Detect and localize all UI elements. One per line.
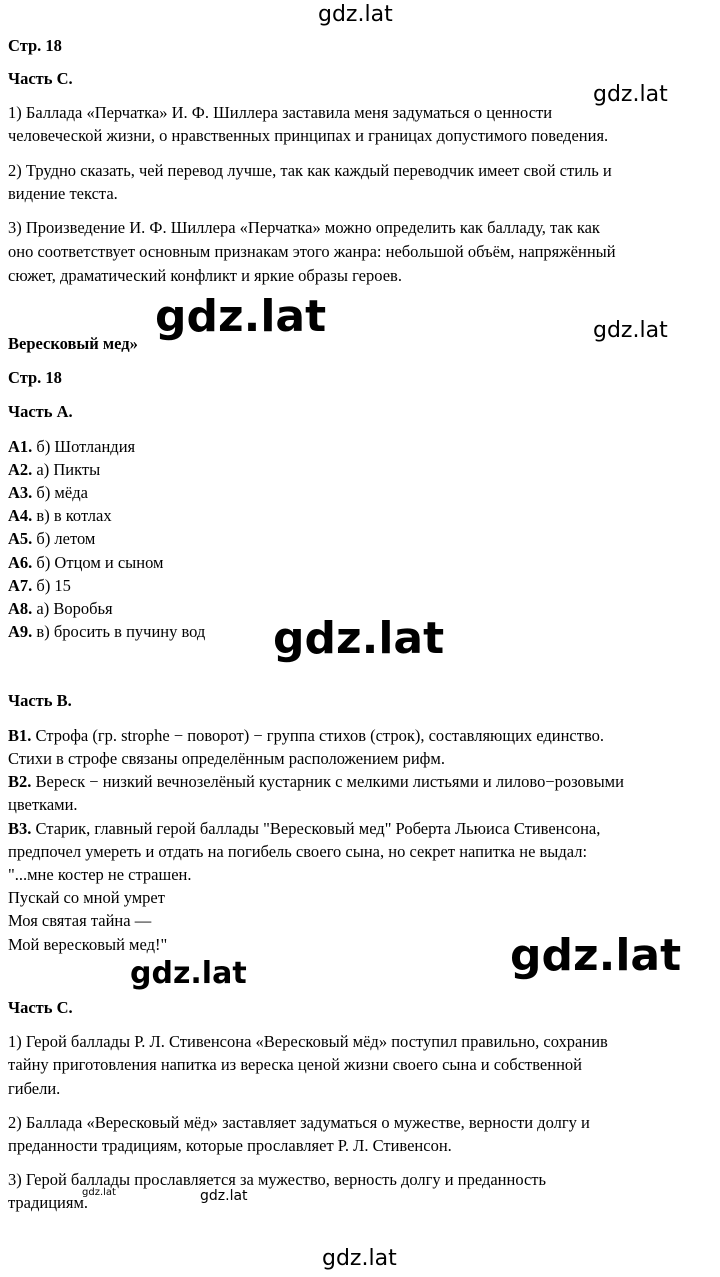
c1-line2: тайну приготовления напитка из вереска ценой жизни своего сына и собственной: [8, 1055, 582, 1074]
b1-line2: Стихи в строфе связаны определённым расположением рифм.: [8, 749, 445, 768]
part-a-heading: Часть А.: [8, 402, 73, 421]
b1-line1: В1. Строфа (гр. strophe − поворот) − группа стихов (строк), составляющих единство.: [8, 726, 605, 745]
page-ref-1: Стр. 18: [8, 36, 62, 55]
paragraph-c3-line2: оно соответствует основным признакам этого жанра: небольшой объём, напряжённый: [8, 242, 616, 261]
b3-line4: Пускай со мной умрет: [8, 888, 165, 907]
watermark: gdz.lat: [593, 82, 668, 107]
b3-line1: В3. Старик, главный герой баллады "Вересковый мед" Роберта Льюиса Стивенсона,: [8, 819, 601, 838]
list-item: А3. б) мёда: [8, 483, 88, 502]
list-item: А6. б) Отцом и сыном: [8, 553, 164, 572]
list-item: А2. а) Пикты: [8, 460, 101, 479]
b3-line5: Моя святая тайна —: [8, 911, 152, 930]
list-item: А5. б) летом: [8, 529, 96, 548]
list-item: А1. б) Шотландия: [8, 437, 136, 456]
part-c-heading-2: Часть С.: [8, 998, 73, 1017]
c2-line2: преданности традициям, которые прославляет Р. Л. Стивенсон.: [8, 1136, 452, 1155]
part-b-heading: Часть В.: [8, 691, 72, 710]
watermark: gdz.lat: [318, 2, 393, 27]
paragraph-c3-line3: сюжет, драматический конфликт и яркие образы героев.: [8, 266, 402, 285]
section-title: Вересковый мед»: [8, 334, 138, 353]
paragraph-c1-line1: 1) Баллада «Перчатка» И. Ф. Шиллера заставила меня задуматься о ценности: [8, 103, 553, 122]
part-c-heading-1: Часть С.: [8, 69, 73, 88]
c3-line1: 3) Герой баллады прославляется за мужество, верность долгу и преданность: [8, 1170, 547, 1189]
watermark: gdz.lat: [322, 1246, 397, 1271]
list-item: А7. б) 15: [8, 576, 71, 595]
b3-line2: предпочел умереть и отдать на погибель своего сына, но секрет напитка не выдал:: [8, 842, 588, 861]
c3-line2: традициям.: [8, 1193, 89, 1212]
paragraph-c3-line1: 3) Произведение И. Ф. Шиллера «Перчатка» можно определить как балладу, так как: [8, 218, 600, 237]
watermark: gdz.lat: [510, 930, 682, 981]
paragraph-c1-line2: человеческой жизни, о нравственных принципах и границах допустимого поведения.: [8, 126, 609, 145]
b2-line2: цветками.: [8, 795, 78, 814]
paragraph-c2-line2: видение текста.: [8, 184, 118, 203]
watermark: gdz.lat: [130, 956, 247, 991]
watermark: gdz.lat: [593, 318, 668, 343]
b3-line6: Мой вересковый мед!": [8, 935, 168, 954]
c1-line1: 1) Герой баллады Р. Л. Стивенсона «Вересковый мёд» поступил правильно, сохранив: [8, 1032, 608, 1051]
b3-line3: "...мне костер не страшен.: [8, 865, 192, 884]
watermark: gdz.lat: [155, 291, 327, 342]
c1-line3: гибели.: [8, 1079, 61, 1098]
watermark: gdz.lat: [82, 1187, 116, 1198]
b2-line1: В2. Вереск − низкий вечнозелёный кустарник с мелкими листьями и лилово−розовыми: [8, 772, 624, 791]
watermark: gdz.lat: [200, 1188, 248, 1204]
paragraph-c2-line1: 2) Трудно сказать, чей перевод лучше, так как каждый переводчик имеет свой стиль и: [8, 161, 612, 180]
list-item: А9. в) бросить в пучину вод: [8, 622, 206, 641]
list-item: А4. в) в котлах: [8, 506, 112, 525]
page-ref-2: Стр. 18: [8, 368, 62, 387]
watermark: gdz.lat: [273, 613, 445, 664]
list-item: А8. а) Воробья: [8, 599, 113, 618]
c2-line1: 2) Баллада «Вересковый мёд» заставляет задуматься о мужестве, верности долгу и: [8, 1113, 590, 1132]
